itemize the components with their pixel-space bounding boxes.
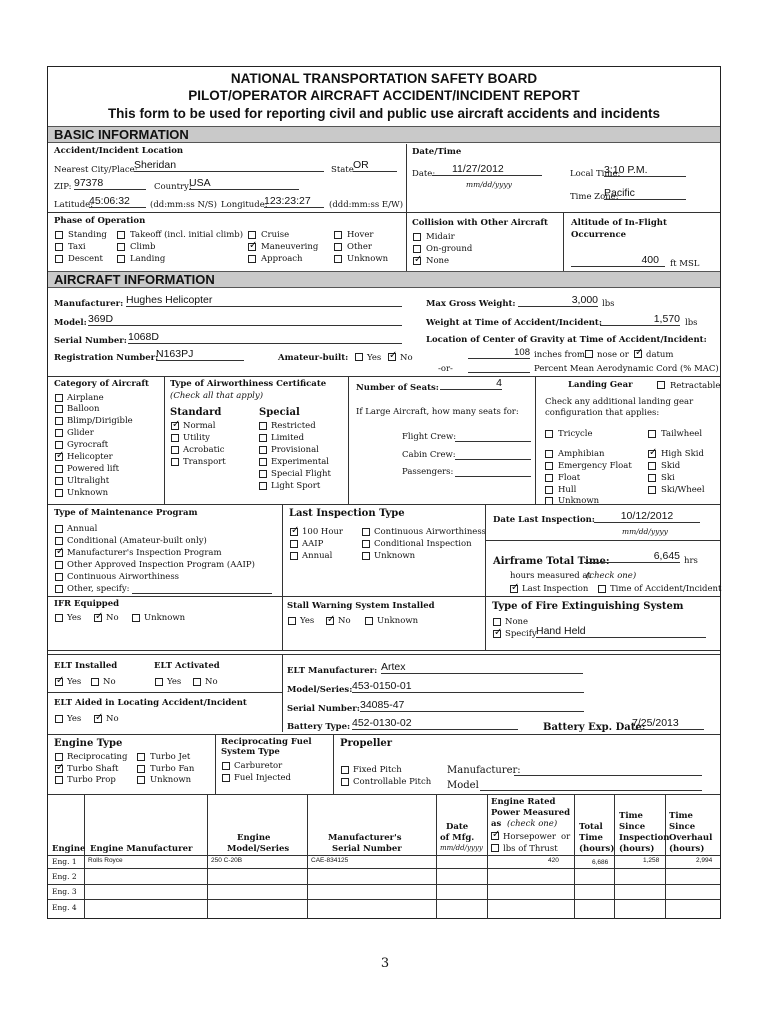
battery-type-field[interactable]: 452-0130-02: [352, 718, 518, 730]
gear-emergency-float-checkbox[interactable]: [545, 462, 553, 470]
phase-landing-checkbox[interactable]: [117, 255, 125, 263]
measured-accident-checkbox[interactable]: [598, 585, 606, 593]
battery-exp-field[interactable]: 7/25/2013: [632, 718, 704, 730]
datetime-label: Date/Time: [412, 147, 462, 157]
insp-conditional-checkbox[interactable]: [362, 540, 370, 548]
elt-installed-yes-checkbox[interactable]: [55, 678, 63, 686]
insp-unknown-checkbox[interactable]: [362, 552, 370, 560]
insp-annual-checkbox[interactable]: [290, 552, 298, 560]
category-gyrocraft-checkbox[interactable]: [55, 441, 63, 449]
phase-cruise-checkbox[interactable]: [248, 231, 256, 239]
cert-light-sport-checkbox[interactable]: [259, 482, 267, 490]
gear-tailwheel-checkbox[interactable]: [648, 430, 656, 438]
phase-title: Phase of Operation: [54, 216, 146, 226]
table-cell-model[interactable]: 250 C-20B: [211, 857, 243, 864]
altitude-field[interactable]: 400: [571, 255, 665, 267]
longitude-field[interactable]: 123:23:27: [264, 196, 324, 208]
form-title-report: PILOT/OPERATOR AIRCRAFT ACCIDENT/INCIDENT REPORT: [188, 88, 580, 103]
gear-float-checkbox[interactable]: [545, 474, 553, 482]
fuel-injected-checkbox[interactable]: [222, 774, 230, 782]
elt-aided-yes-checkbox[interactable]: [55, 715, 63, 723]
cert-acrobatic-checkbox[interactable]: [171, 446, 179, 454]
table-row-engine: Eng. 4: [52, 903, 77, 912]
section-basic-information: BASIC INFORMATION: [48, 126, 720, 143]
last-inspection-title: Last Inspection Type: [289, 508, 405, 519]
phase-climb-checkbox[interactable]: [117, 243, 125, 251]
col-engine-manufacturer: Engine Manufacturer: [90, 844, 193, 854]
cert-utility-checkbox[interactable]: [171, 434, 179, 442]
seats-field[interactable]: 4: [440, 378, 502, 390]
zip-field[interactable]: 97378: [74, 178, 146, 190]
prop-controllable-pitch-checkbox[interactable]: [341, 778, 349, 786]
phase-standing-checkbox[interactable]: [55, 231, 63, 239]
elt-activated-no-checkbox[interactable]: [193, 678, 201, 686]
airframe-total-time-field[interactable]: 6,645: [584, 551, 680, 563]
page-number: 3: [380, 956, 390, 971]
insp-100hour-checkbox[interactable]: [290, 528, 298, 536]
maint-other-field[interactable]: [132, 593, 272, 594]
col-total-time: Total: [579, 822, 603, 832]
gear-skid-checkbox[interactable]: [648, 462, 656, 470]
col-rated-power: Engine Rated: [491, 797, 556, 807]
category-title: Category of Aircraft: [54, 379, 149, 389]
prop-model-field[interactable]: [480, 790, 702, 791]
time-zone-field[interactable]: Pacific: [604, 188, 686, 200]
elt-installed-no-checkbox[interactable]: [91, 678, 99, 686]
cert-special-flight-checkbox[interactable]: [259, 470, 267, 478]
cert-provisional-checkbox[interactable]: [259, 446, 267, 454]
elt-manufacturer-field[interactable]: Artex: [381, 662, 583, 674]
category-unknown-checkbox[interactable]: [55, 489, 63, 497]
state-field[interactable]: OR: [353, 160, 397, 172]
col-engine-model: Engine: [237, 833, 271, 843]
collision-midair-checkbox[interactable]: [413, 233, 421, 241]
aircraft-serial-field[interactable]: 1068D: [128, 332, 402, 344]
altitude-title: Altitude of In-Flight: [571, 218, 667, 228]
stall-unknown-checkbox[interactable]: [365, 617, 373, 625]
cert-limited-checkbox[interactable]: [259, 434, 267, 442]
table-row-engine: Eng. 2: [52, 872, 77, 881]
col-serial-number: Manufacturer's: [328, 833, 402, 843]
maint-continuous-checkbox[interactable]: [55, 573, 63, 581]
power-horsepower-checkbox[interactable]: [491, 832, 499, 840]
phase-maneuvering-checkbox[interactable]: [248, 243, 256, 251]
maint-manufacturer-checkbox[interactable]: [55, 549, 63, 557]
amateur-yes-checkbox[interactable]: [355, 353, 363, 361]
gear-high-skid-checkbox[interactable]: [648, 450, 656, 458]
prop-manufacturer-field[interactable]: [514, 775, 702, 776]
power-thrust-checkbox[interactable]: [491, 844, 499, 852]
fire-specify-field[interactable]: Hand Held: [536, 626, 706, 638]
category-blimp-checkbox[interactable]: [55, 417, 63, 425]
category-helicopter-checkbox[interactable]: [55, 453, 63, 461]
phase-taxi-checkbox[interactable]: [55, 243, 63, 251]
table-cell-serial[interactable]: CAE-834125: [311, 857, 349, 864]
last-inspection-date-field[interactable]: 10/12/2012: [594, 511, 700, 523]
cg-nose-checkbox[interactable]: [585, 350, 593, 358]
engine-reciprocating-checkbox[interactable]: [55, 753, 63, 761]
table-cell-manufacturer[interactable]: Rolls Royce: [88, 857, 123, 864]
prop-fixed-pitch-checkbox[interactable]: [341, 766, 349, 774]
amateur-no-checkbox[interactable]: [388, 353, 396, 361]
phase-hover-checkbox[interactable]: [334, 231, 342, 239]
elt-model-field[interactable]: 453-0150-01: [352, 681, 584, 693]
fire-none-checkbox[interactable]: [493, 618, 501, 626]
table-row-engine: Eng. 1: [52, 857, 77, 866]
passengers-field[interactable]: [455, 476, 531, 477]
elt-aided-no-checkbox[interactable]: [94, 715, 102, 723]
category-glider-checkbox[interactable]: [55, 429, 63, 437]
gear-ski-checkbox[interactable]: [648, 474, 656, 482]
phase-other-checkbox[interactable]: [334, 243, 342, 251]
gear-ski-wheel-checkbox[interactable]: [648, 486, 656, 494]
insp-aaip-checkbox[interactable]: [290, 540, 298, 548]
cg-inches-field[interactable]: 108: [468, 348, 530, 359]
table-cell-time-since-overhaul[interactable]: 2,994: [696, 857, 713, 864]
location-label: Accident/Incident Location: [54, 146, 184, 156]
elt-serial-field[interactable]: 34085-47: [360, 700, 584, 712]
col-date-of-mfg: Date: [446, 822, 469, 832]
max-gross-weight-field[interactable]: 3,000: [518, 295, 598, 307]
gear-hull-checkbox[interactable]: [545, 486, 553, 494]
category-powered-lift-checkbox[interactable]: [55, 465, 63, 473]
cert-title: Type of Airworthiness Certificate: [170, 379, 327, 389]
date-field[interactable]: 11/27/2012: [432, 164, 542, 176]
cert-restricted-checkbox[interactable]: [259, 422, 267, 430]
registration-field[interactable]: N163PJ: [156, 349, 244, 361]
phase-descent-checkbox[interactable]: [55, 255, 63, 263]
gear-retractable-checkbox[interactable]: [657, 381, 665, 389]
insp-continuous-checkbox[interactable]: [362, 528, 370, 536]
col-time-since-inspection: Time: [619, 811, 643, 821]
landing-gear-title: Landing Gear: [568, 380, 633, 390]
ifr-unknown-checkbox[interactable]: [132, 614, 140, 622]
weight-at-accident-field[interactable]: 1,570: [600, 314, 680, 326]
aircraft-manufacturer-field[interactable]: Hughes Helicopter: [126, 295, 402, 307]
local-time-field[interactable]: 3:10 P.M.: [604, 165, 686, 177]
country-field[interactable]: USA: [189, 178, 299, 190]
category-ultralight-checkbox[interactable]: [55, 477, 63, 485]
city-field[interactable]: Sheridan: [134, 160, 324, 172]
cabin-crew-field[interactable]: [455, 459, 531, 460]
engine-turbo-fan-checkbox[interactable]: [137, 765, 145, 773]
maint-conditional-checkbox[interactable]: [55, 537, 63, 545]
table-row-engine: Eng. 3: [52, 887, 77, 896]
collision-on-ground-checkbox[interactable]: [413, 245, 421, 253]
ifr-yes-checkbox[interactable]: [55, 614, 63, 622]
gear-amphibian-checkbox[interactable]: [545, 450, 553, 458]
fire-specify-checkbox[interactable]: [493, 630, 501, 638]
category-airplane-checkbox[interactable]: [55, 394, 63, 402]
form-subtitle: This form to be used for reporting civil and public use aircraft accidents and incidents: [107, 106, 661, 121]
table-cell-power[interactable]: 420: [548, 857, 559, 864]
elt-activated-yes-checkbox[interactable]: [155, 678, 163, 686]
measured-last-inspection-checkbox[interactable]: [510, 585, 518, 593]
maint-other-checkbox[interactable]: [55, 585, 63, 593]
aircraft-model-field[interactable]: 369D: [88, 314, 402, 326]
cert-experimental-checkbox[interactable]: [259, 458, 267, 466]
engine-turbo-jet-checkbox[interactable]: [137, 753, 145, 761]
maintenance-title: Type of Maintenance Program: [54, 508, 198, 518]
engine-unknown-checkbox[interactable]: [137, 776, 145, 784]
cert-transport-checkbox[interactable]: [171, 458, 179, 466]
category-balloon-checkbox[interactable]: [55, 405, 63, 413]
gear-tricycle-checkbox[interactable]: [545, 430, 553, 438]
phase-unknown-checkbox[interactable]: [334, 255, 342, 263]
cg-datum-checkbox[interactable]: [634, 350, 642, 358]
collision-title: Collision with Other Aircraft: [412, 218, 548, 228]
phase-takeoff-checkbox[interactable]: [117, 231, 125, 239]
maint-aaip-checkbox[interactable]: [55, 561, 63, 569]
maint-annual-checkbox[interactable]: [55, 525, 63, 533]
latitude-field[interactable]: 45:06:32: [89, 196, 146, 208]
engine-turbo-shaft-checkbox[interactable]: [55, 765, 63, 773]
table-cell-total-time[interactable]: 6,686: [592, 859, 609, 866]
stall-no-checkbox[interactable]: [326, 617, 334, 625]
form-title-agency: NATIONAL TRANSPORTATION SAFETY BOARD: [230, 71, 538, 86]
phase-approach-checkbox[interactable]: [248, 255, 256, 263]
section-aircraft-information: AIRCRAFT INFORMATION: [48, 271, 720, 288]
col-engine: Engine: [52, 844, 86, 854]
collision-none-checkbox[interactable]: [413, 257, 421, 265]
fuel-carburetor-checkbox[interactable]: [222, 762, 230, 770]
cert-normal-checkbox[interactable]: [171, 422, 179, 430]
col-time-since-overhaul: Time: [669, 811, 693, 821]
table-cell-time-since-inspection[interactable]: 1,258: [643, 857, 660, 864]
stall-yes-checkbox[interactable]: [288, 617, 296, 625]
ifr-no-checkbox[interactable]: [94, 614, 102, 622]
flight-crew-field[interactable]: [455, 441, 531, 442]
engine-turbo-prop-checkbox[interactable]: [55, 776, 63, 784]
